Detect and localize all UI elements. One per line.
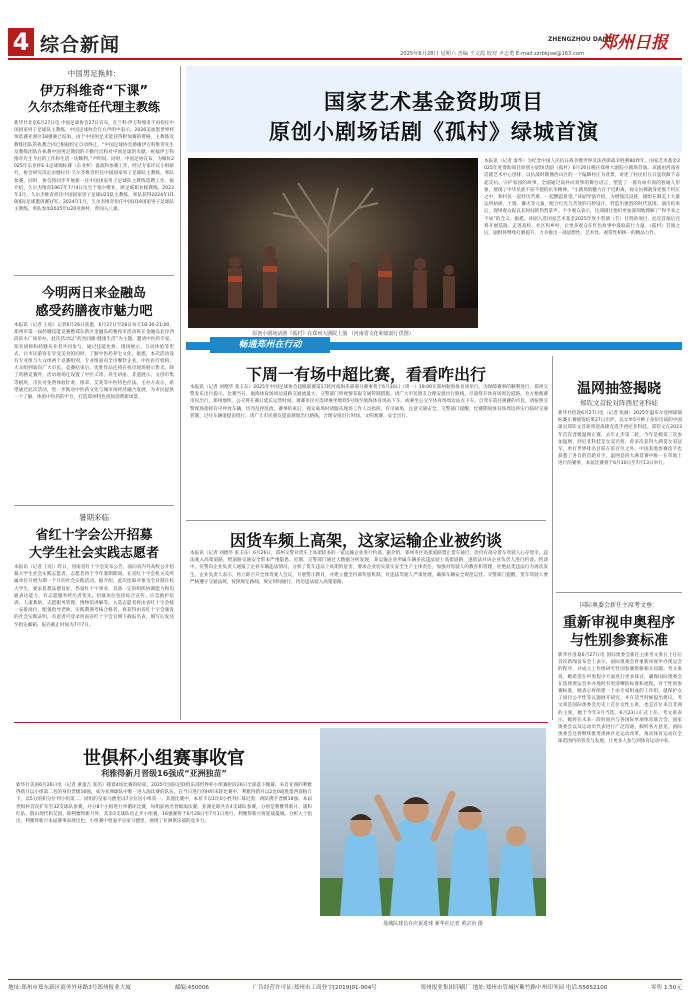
a3-title1: 省红十字会公开招募 — [35, 528, 153, 543]
column-divider — [552, 356, 553, 720]
mid1-title: 下周一有场中超比赛，看看咋出行 — [245, 365, 486, 384]
top-title2: 原创小剧场话剧《孤村》绿城首演 — [269, 120, 599, 144]
drama-photo-caption: 原创小剧场话剧《孤村》在郑州大剧院上演 （河南省文化和旅游厅供图） — [252, 331, 414, 337]
a1-kicker: 中国男足换帅： — [67, 69, 121, 78]
a2-body: 本报讯（记者 王绍）记者6月26日获悉，6月27日至28日每天18:30-21:00，郑州市第一届药膳技能竞赛暨郑东新区金融岛药膳夜市活动将在金融岛北岸西段滨水广场举办。此次活动以“药食同源·健康生活”为主题，邀请中医药专家、知名厨师和药膳从业者共同参与，通过技能比拼、现场展示、互动体验等形式，让市民游客在享受美食的同时，了解中医药养生文化。据悉，本次活动设有专业组与大众组两个竞赛组别，专业组面向全市餐饮企业、中医医疗机构，大众组则面向广大市民。竞赛结束后，优胜作品还将在夜市现场展示售卖。除了药膳竞赛外，活动现场还设置了中医义诊、养生讲座、非遗展示、文创市集等板块，市民可免费体验针灸、推拿、艾灸等中医特色疗法。主办方表示，希望通过此次活动，进一步推动中医药文化与城市夜经济融合发展，为市民提供一个了解、体验中医药的平台，打造郑州特色夜间消费新场景。 — [14, 323, 174, 401]
top-title1: 国家艺术基金资助项目 — [324, 90, 544, 114]
bottom-title: 世俱杯小组赛事收官 — [83, 748, 245, 769]
footer-ad-license: 广告经营许可证:郑州市工商登字[2019]01-004号 — [252, 985, 377, 991]
football-photo-image — [320, 728, 546, 916]
footer-address: 地址:郑州市郑东新区商务外环路3号郑州报业大厦 — [8, 985, 131, 991]
drama-photo-image — [188, 158, 478, 328]
b1-body: 新华社伦敦6月27日电（记者 张薇）2025年温布尔登网球锦标赛正赛抽签结果27日出炉，以女单5号种子身份出战的中国球员郑钦文首轮将迎战捷克选手西尼亚科娃。郑钦文在2023年首次晋级温网正赛，去年止步第二轮。今年是她第三次参加温网。西尼亚科娃是女双名将，曾多次获得大满贯女双冠军，单打世界排名目前在前百位之外。中国其他参赛选手也获悉了各自的首轮对手。温网是四大满贯赛中唯一在草地上进行的赛事，本届比赛将于6月30日至7月13日举行。 — [558, 411, 682, 467]
top-story-body: 本报讯（记者 秦华）为纪念中国人民抗日战争暨世界反法西斯战争胜利80周年，国家艺术基金2025年度资助项目原创小剧场话剧《孤村》6月26日晚在郑州大剧院小剧场首演。该剧由河南省话剧艺术中心创排，以抗战时期豫西山区的一个偏僻村庄为背景，讲述了村民们在日寇铁蹄下奋起反抗、守护家园的故事。全剧通过质朴而真挚的舞台语言，塑造了一群有血有肉的普通人形象，展现了中华民族不屈不挠的抗争精神。“小剧场的魅力在于近距离，观众仿佛就身处那个村庄之中，和村民一起经历苦难、一起燃起希望。”该剧导演介绍，为增强沉浸感，剧组在舞美上大量运用枯树、土墙、篝火等元素，配合灯光与音效的巧妙设计，营造出强烈的时代氛围。演出结束后，现场观众报以长时间的热烈掌声。不少观众表示，这部剧让他们更加深刻地理解了“和平来之不易”的含义。据悉，该剧入选国家艺术基金2025年度小型剧（节）目资助项目，此次首演后还将开展巡演，走进高校、社区和乡村，让更多观众在红色故事中汲取前行力量。《孤村》首演之后，剧组将继续打磨提升，力争推出一部思想性、艺术性、观赏性相统一的精品力作。 — [484, 159, 680, 237]
newspaper-logo: 郑州日报 — [600, 33, 668, 53]
b2-body: 新华社洛桑6月27日电 国际奥委会新任主席考文垂在上任后首次新闻发布会上表示，国际奥委会将重新审视申办奥运会的程序，并成立工作组研究性别参赛资格相关问题。考文垂说，她希望在申奥程序方面进行更多探讨，确保国际奥委会在选择奥运会举办地时有更清晰的标准和流程。对于性别参赛标准，她表示将组建一个由专家组成的工作组，就保护女子项目公平性等议题展开研究，并在适当时候提出建议。考文垂是国际奥委会历史上首位女性主席，也是首位来自非洲的主席。她于今年3月当选，6月23日正式上任。考文垂表示，她将在未来一段时间内与各国际单项体育联合会、国家奥委会以及运动员代表进行广泛沟通，倾听各方意见。国际奥委会还将继续推进奥林匹克运动改革，推动体育运动在全球范围内的普及与发展，让更多人参与到体育运动中来。 — [558, 653, 682, 745]
b1-subtitle: 郑钦文首轮对阵西尼亚科娃 — [580, 399, 658, 407]
b2-kicker: 国际奥委会新任主席考文垂： — [579, 602, 658, 609]
divider — [14, 722, 548, 723]
a1-title2: 久尔杰维奇任代理主教练 — [27, 100, 160, 114]
footer-rule — [8, 979, 682, 980]
divider — [14, 275, 174, 276]
mid2-body: 本报讯（记者 刘德华 张玉东）6月26日，郑州交警对货车上高架较多的一家运输企业进行约谈。据介绍，郑州市区高架道路禁止货车通行，但仍有部分货车驾驶人心存侥幸，违法驶入高架道路，给道路交通安全带来严重隐患。近期，交警部门通过大数据分析发现，某运输企业所属车辆多次违法驶上高架道路，遂依法对该企业负责人进行约谈。约谈中，民警向企业负责人通报了企业车辆违法情况，分析了货车违法上高架的危害，要求企业切实落实安全生产主体责任，加强对驾驶人的教育和管理，杜绝此类违法行为再次发生。企业负责人表示，将立即召开全体驾驶人会议，开展警示教育，并建立健全内部奖惩机制，对违法驾驶人严肃处理，确保车辆安全规范运营。交警部门提醒，货车驾驶人要严格遵守交通法规，按照规定路线、规定时间通行，切勿违法驶入高架道路。 — [190, 551, 548, 585]
divider — [14, 505, 174, 506]
band-label: 畅通郑州在行动 — [210, 337, 330, 353]
bottom-subtitle: 利雅得新月晋级16强成“亚洲独苗” — [101, 769, 227, 778]
page-number: 4 — [8, 28, 34, 56]
football-photo — [320, 728, 546, 916]
b2-title2: 与性别参赛标准 — [570, 633, 668, 649]
a1-title1: 伊万科维奇“下课” — [39, 84, 149, 99]
divider — [186, 520, 546, 521]
a2-title1: 今明两日来金融岛 — [41, 286, 146, 301]
mid2-title: 因货车频上高架，这家运输企业被约谈 — [229, 531, 502, 550]
a3-body: 本报讯（记者 王绍）昨日，河南省红十字会发布公告，面向省内外高校公开招募大学生社会实践志愿者。志愿者将于今年暑期期间，在省红十字会机关及所属单位开展为期一个月的社会实践活动。据介绍，此次招募对象为全日制在校大学生，要求思想品德良好，热爱红十字事业，具备一定的组织协调能力和沟通表达能力，有志愿服务经历者优先。招募岗位包括综合宣传、应急救护培训、人道救助、志愿服务管理、博物馆讲解等。入选志愿者将由省红十字会统一安排岗位，配备指导老师，实践期满考核合格者，将获得由省红十字会颁发的社会实践证明。有意者可登录河南省红十字会官网下载报名表，填写后发送至指定邮箱，报名截止时间为7月7日。 — [14, 565, 174, 628]
divider — [556, 592, 682, 593]
footer-price: 零售 1.50元 — [650, 985, 682, 991]
a2-title2: 感受药膳夜市魅力吧 — [35, 304, 153, 319]
column-divider — [180, 66, 181, 720]
footer-postcode: 邮编:450006 — [174, 985, 209, 991]
a3-kicker: 暑期来临 — [79, 513, 109, 522]
footer — [8, 983, 682, 991]
drama-photo — [188, 158, 478, 328]
english-name: ZHENGZHOU DAILY — [548, 36, 612, 43]
a3-title2: 大学生社会实践志愿者 — [28, 546, 159, 561]
bottom-body: 新华社美国6月26日电（记者 重童吉 张芮）随着4场比赛的结束，2025年国际足联俱乐部世界杯小组赛阶段26日全部落下帷幕。来自亚洲的利雅得新月以小组第二名的身份晋级16强，成为亚洲球队中唯一进入淘汰赛的队伍。在当日进行的H组末轮比赛中，利雅得新月以2比0战胜墨西哥帕丘卡，以5分的积分位列小组第二。同组的皇家马德里以7分位居小组第一。其他比赛中，本菲卡以1比0小胜拜仁慕尼黑，两队携手晋级16强。本届世俱杯首次扩军至32支球队参赛，共分8个小组进行单循环比赛，每组前两名晋级淘汰赛。亚洲足联共有4支球队参赛，分别是利雅得新月、浦和红钻、蔚山现代和艾因。除利雅得新月外，其余3支球队均止步小组赛。16强赛将于6月28日至7月1日进行，利雅得新月将迎战曼城。分析人士指出，利雅得新月本届赛事表现出色，小组赛中曾逼平皇家马德里，展现了亚洲俱乐部的竞争力。 — [16, 783, 312, 825]
date-line: 2025年6月28日 星期六 青编 王文霞 校对 尹志勇 E-mail:zzrbkjsw@163.com — [400, 51, 585, 57]
football-photo-caption: 曼城队球员在庆祝进球 新华社记者 黄宗治 摄 — [383, 921, 483, 927]
b1-title: 温网抽签揭晓 — [577, 381, 661, 397]
footer-printer: 郑州报业集团印刷厂 地址:郑州市管城区紫竹路中州印务园 电话:55652100 — [420, 985, 608, 991]
mid1-body: 本报讯（记者 刘德华 张玉东）2025年中国足球协会超级联赛第17轮河南俱乐部部分赛事将于6月30日（周一）19:00在郑州航海体育场举行。为保障赛事的顺利进行，郑州交警发布出行提示。比赛当日，航海体育场周边道路交通流量大，交警部门将视情采取交通管制措施。请广大市民朋友合理安排出行路线，尽量绕开体育场周边道路。为方便观赛市民出行，郑州地铁、公交将在赛后延长运营时间。观赛市民可选择乘坐地铁5号线至航海体育场站下车，或乘坐公交至体育场周边站点下车。自驾车前往观赛的市民，请按照交警现场指挥有序停放车辆，切勿乱停乱放。赛事结束后，观众离场时请服从现场工作人员指挥，有序离场，注意交通安全。交警部门提醒，比赛期间体育场周边将实行临时交通管制，过往车辆请提前绕行。请广大市民朋友提前规划出行路线，合理安排出行时间，文明观赛、安全出行。 — [190, 385, 548, 419]
section-title: 综合新闻 — [40, 34, 121, 56]
a1-body: 新华社北京6月27日电 中国足球协会27日宣布，在兰科·伊万科维奇不再担任中国国家男子足球队主教练，中国足球协会官方声明中表示，2026美加墨世界杯预选赛亚洲区18强赛已结束，由于中国男足未能获得附加赛的资格，主教练及教练团队的执教合同已根据约定自动终止。“中国足球协会感谢伊万科维奇先生及教练团队在执教中国男足期间的辛勤付出和对中国足球的贡献，祝福伊万科维奇先生今后的工作和生活一切顺利。”声明说。同时，中国足协宣布，为做好2025年东亚杯E-1足球锦标赛（东亚杯）备战和参赛工作，经过专家评议小组研究，协会研究决定由德拉甘·久尔杰维奇担任中国国家男子足球队主教练，率队参赛。同时，协会将同步开展新一任中国国家男子足球队主教练选聘工作。据介绍，久尔杰维奇1967年7月4日出生于塞尔维亚，欧足联职业级教练。2023年3月，久尔杰维奇担任中国国家男子足球U21队主教练，率队获得2024年U19国际足球邀请赛冠军。2024年1月，久尔杰维奇担任中国U19国家男子足球队主教练，率队参加2025年U20亚洲杯，曾闯入八强。 — [14, 121, 174, 213]
header-rule — [8, 58, 682, 60]
b2-title1: 重新审视申奥程序 — [563, 615, 675, 631]
